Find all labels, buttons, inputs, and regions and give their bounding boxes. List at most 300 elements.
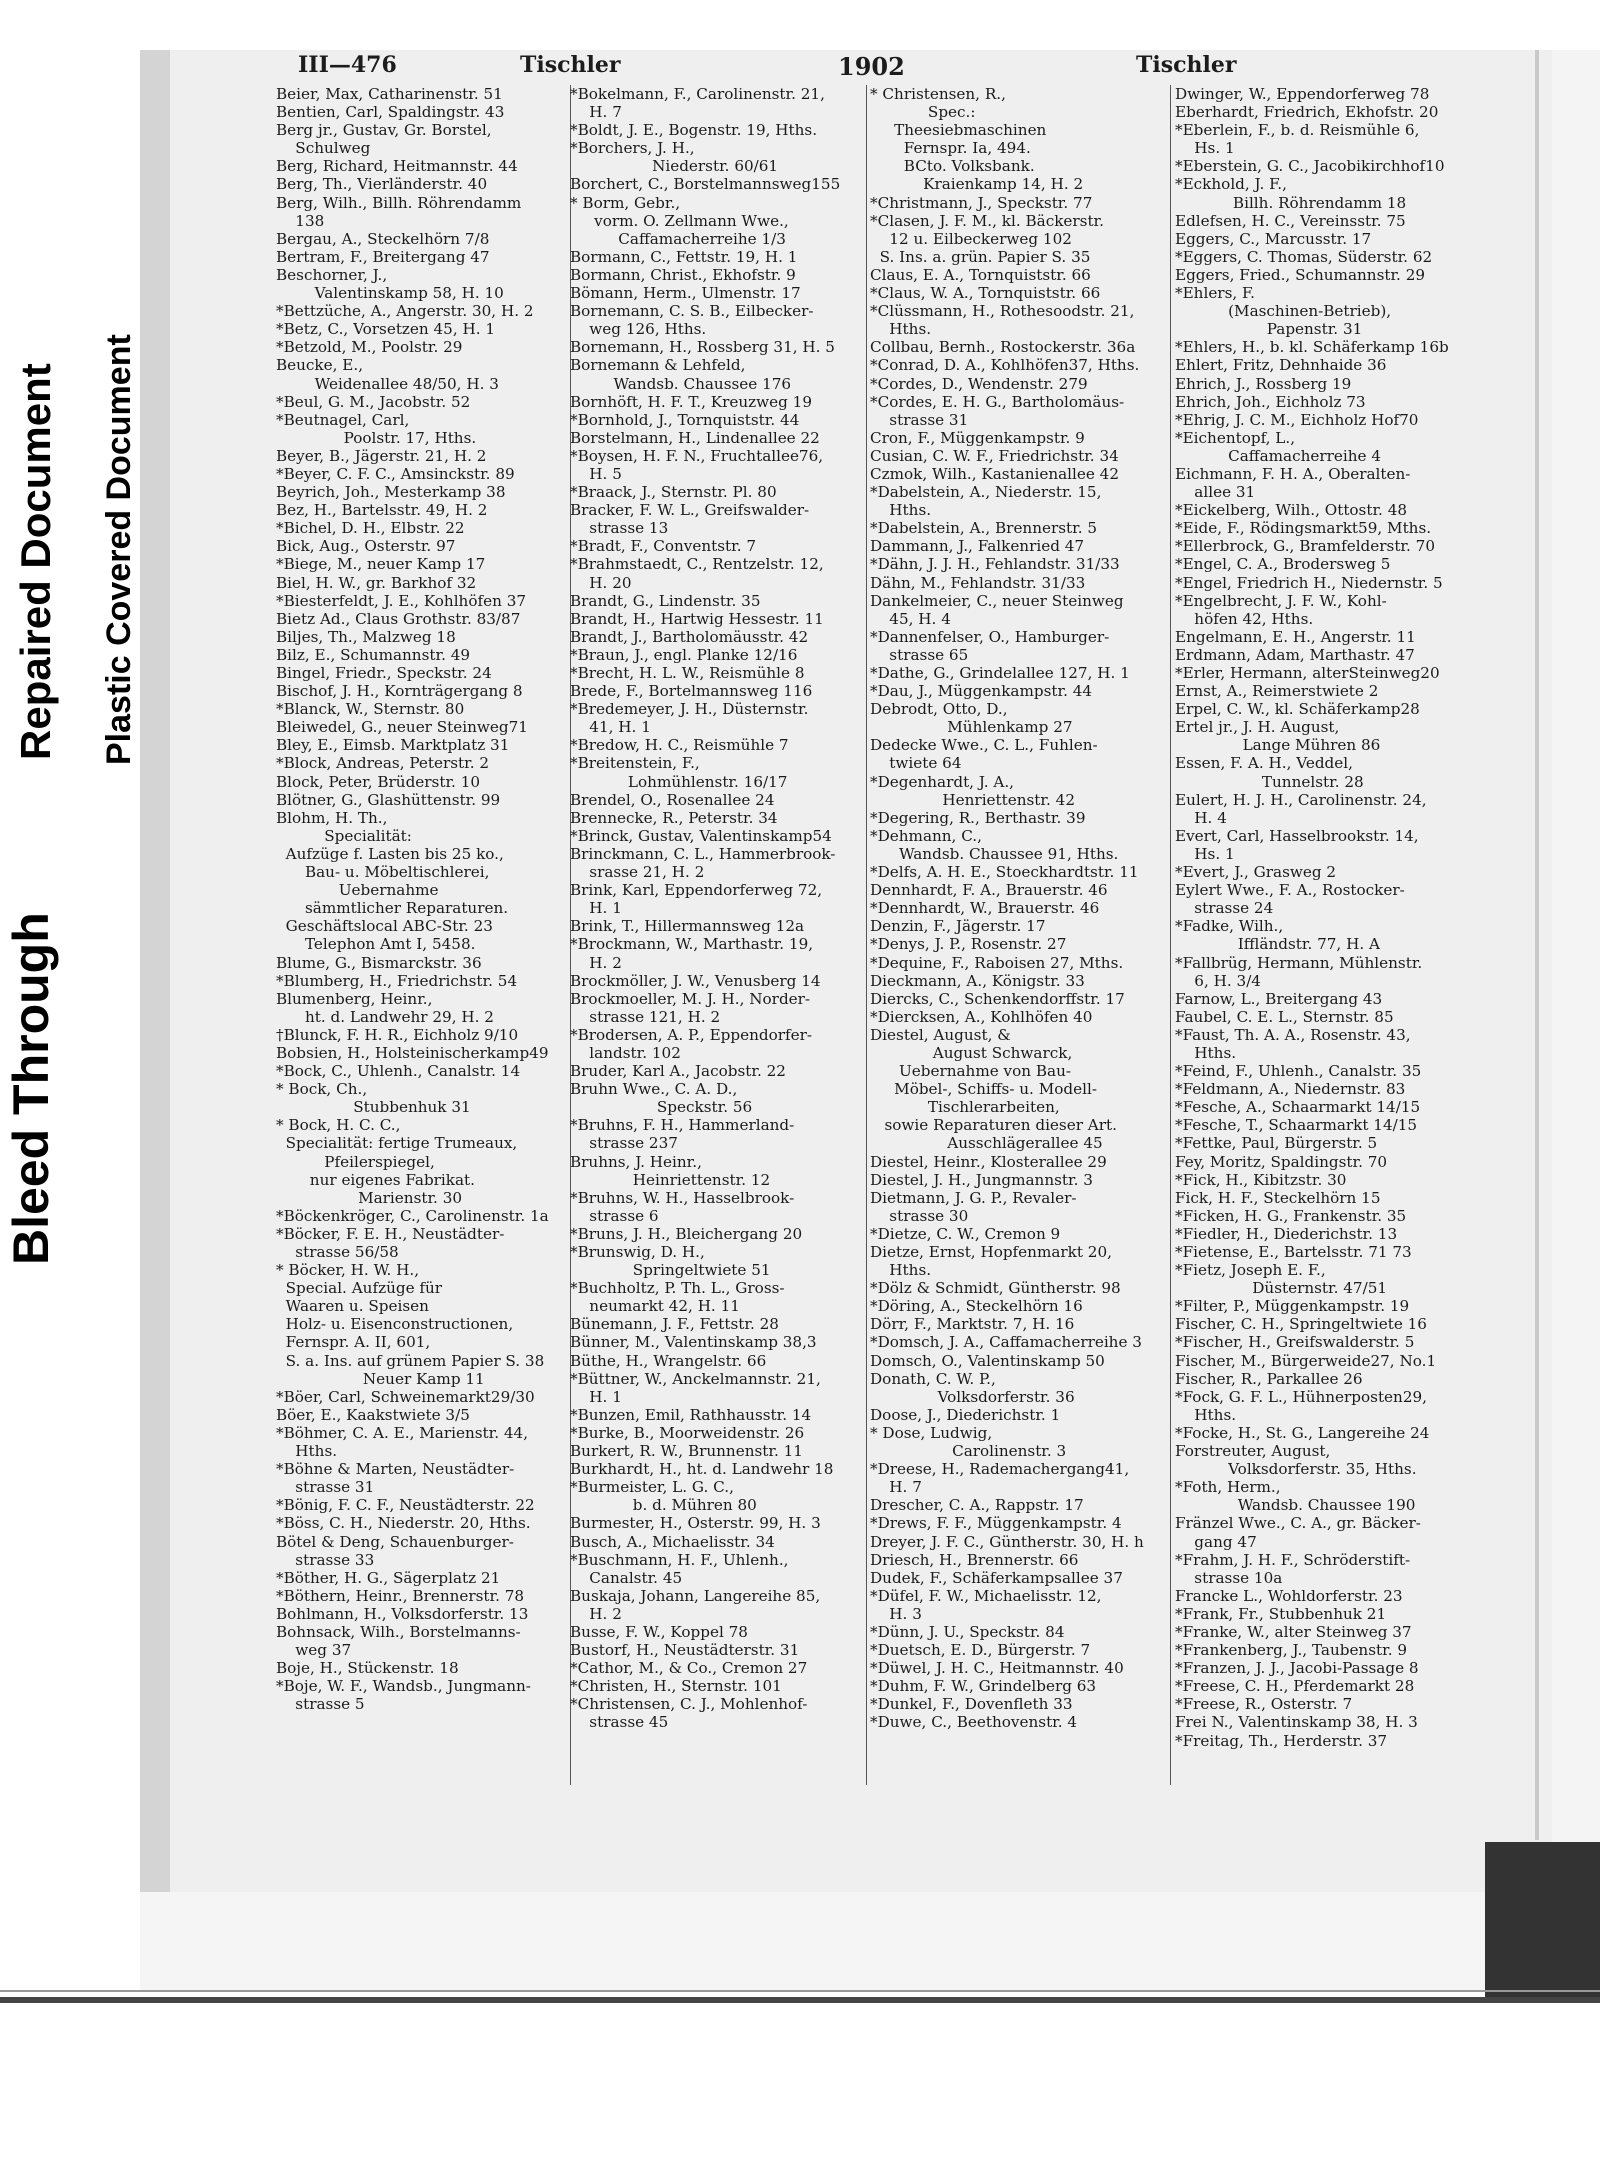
- directory-entry-line: *Büttner, W., Anckelmannstr. 21,: [570, 1369, 821, 1388]
- directory-entry-line: *Fesche, T., Schaarmarkt 14/15: [1175, 1116, 1418, 1135]
- directory-entry-line: Bleiwedel, G., neuer Steinweg71: [276, 718, 528, 737]
- directory-entry-line: gang 47: [1175, 1532, 1257, 1551]
- directory-entry-line: strasse 121, H. 2: [570, 1007, 721, 1026]
- directory-entry-line: *Bruhns, W. H., Hasselbrook-: [570, 1188, 795, 1207]
- directory-entry-line: nur eigenes Fabrikat.: [276, 1170, 475, 1189]
- directory-entry-line: Diercks, C., Schenkendorffstr. 17: [870, 989, 1125, 1008]
- directory-entry-line: *Biege, M., neuer Kamp 17: [276, 555, 486, 574]
- directory-entry-line: *Fietz, Joseph E. F.,: [1175, 1261, 1326, 1280]
- directory-entry-line: Edlefsen, H. C., Vereinsstr. 75: [1175, 211, 1406, 230]
- directory-entry-line: *Fietense, E., Bartelsstr. 71 73: [1175, 1243, 1412, 1261]
- directory-entry-line: Bornemann, H., Rossberg 31, H. 5: [570, 338, 835, 357]
- directory-entry-line: *Duhm, F. W., Grindelberg 63: [870, 1677, 1097, 1696]
- directory-entry-line: Dedecke Wwe., C. L., Fuhlen-: [870, 736, 1098, 755]
- directory-entry-line: Caffamacherreihe 4: [1175, 446, 1381, 465]
- directory-entry-line: 45, H. 4: [870, 609, 951, 628]
- directory-entry-line: *Bredemeyer, J. H., Düsternstr.: [570, 700, 809, 719]
- directory-entry-line: *Böcker, F. E. H., Neustädter-: [276, 1224, 505, 1243]
- directory-entry-line: *Brunswig, D. H.,: [570, 1243, 705, 1261]
- directory-entry-line: * Christensen, R.,: [870, 85, 1006, 103]
- directory-entry-line: Büthe, H., Wrangelstr. 66: [570, 1351, 767, 1370]
- directory-entry-line: Diestel, August, &: [870, 1025, 1011, 1044]
- directory-entry-line: Waaren u. Speisen: [276, 1297, 429, 1316]
- directory-entry-line: Bick, Aug., Osterstr. 97: [276, 537, 456, 556]
- directory-entry-line: Fränzel Wwe., C. A., gr. Bäcker-: [1175, 1514, 1421, 1533]
- directory-entry-line: H. 7: [570, 103, 622, 122]
- directory-entry-line: Hths.: [870, 501, 932, 520]
- directory-entry-line: Schulweg: [276, 139, 371, 158]
- directory-entry-line: Kraienkamp 14, H. 2: [870, 175, 1084, 194]
- directory-entry-line: strasse 56/58: [276, 1243, 399, 1261]
- directory-entry-line: Uebernahme von Bau-: [870, 1062, 1072, 1081]
- directory-entry-line: †Blunck, F. H. R., Eichholz 9/10: [276, 1025, 519, 1044]
- directory-entry-line: H. 3: [870, 1604, 922, 1623]
- directory-entry-line: Billh. Röhrendamm 18: [1175, 193, 1407, 212]
- label-bleed-through: Bleed Through: [3, 912, 59, 1265]
- directory-entry-line: *Blumberg, H., Friedrichstr. 54: [276, 971, 518, 990]
- directory-entry-line: allee 31: [1175, 483, 1256, 502]
- directory-entry-line: landstr. 102: [570, 1043, 681, 1062]
- directory-entry-line: Brink, T., Hillermannsweg 12a: [570, 917, 805, 936]
- directory-entry-line: Burmester, H., Osterstr. 99, H. 3: [570, 1514, 821, 1533]
- directory-entry-line: Cron, F., Müggenkampstr. 9: [870, 428, 1085, 447]
- directory-entry-line: *Böhmer, C. A. E., Marienstr. 44,: [276, 1423, 529, 1442]
- directory-entry-line: Marienstr. 30: [276, 1188, 463, 1207]
- directory-entry-line: Niederstr. 60/61: [570, 157, 779, 176]
- directory-entry-line: Hths.: [276, 1442, 338, 1461]
- directory-entry-line: *Dannenfelser, O., Hamburger-: [870, 627, 1110, 646]
- directory-entry-line: Beschorner, J.,: [276, 265, 388, 284]
- directory-entry-line: *Freese, R., Osterstr. 7: [1175, 1695, 1353, 1714]
- directory-entry-line: *Degering, R., Berthastr. 39: [870, 808, 1086, 827]
- directory-entry-line: Farnow, L., Breitergang 43: [1175, 989, 1383, 1008]
- directory-entry-line: *Dunkel, F., Dovenfleth 33: [870, 1695, 1073, 1714]
- directory-entry-line: *Erler, Hermann, alterSteinweg20: [1175, 664, 1440, 682]
- directory-entry-line: *Duetsch, E. D., Bürgerstr. 7: [870, 1641, 1091, 1660]
- directory-entry-line: strasse 30: [870, 1206, 969, 1225]
- page-right-edge-line: [1535, 50, 1539, 1840]
- directory-entry-line: Dreyer, J. F. C., Güntherstr. 30, H. h: [870, 1532, 1144, 1551]
- column-rule-2: [866, 85, 867, 1785]
- directory-entry-line: Hths.: [1175, 1405, 1237, 1424]
- directory-entry-line: *Bradt, F., Conventstr. 7: [570, 537, 757, 556]
- directory-entry-line: *Dreese, H., Rademachergang41,: [870, 1460, 1130, 1479]
- directory-entry-line: Specialität:: [276, 826, 412, 845]
- directory-entry-line: Bau- u. Möbeltischlerei,: [276, 863, 490, 882]
- directory-entry-line: Frei N., Valentinskamp 38, H. 3: [1175, 1713, 1418, 1732]
- directory-entry-line: *Bruns, J. H., Bleichergang 20: [570, 1224, 803, 1243]
- directory-entry-line: *Bredow, H. C., Reismühle 7: [570, 736, 789, 755]
- directory-entry-line: *Dennhardt, W., Brauerstr. 46: [870, 899, 1100, 918]
- directory-entry-line: Bustorf, H., Neustädterstr. 31: [570, 1641, 800, 1660]
- directory-entry-line: Fernspr. Ia, 494.: [870, 139, 1031, 158]
- directory-entry-line: Borchert, C., Borstelmannsweg155: [570, 175, 841, 194]
- page-header: [298, 52, 1237, 82]
- directory-entry-line: Bünemann, J. F., Fettstr. 28: [570, 1315, 779, 1334]
- directory-entry-line: Boje, H., Stückenstr. 18: [276, 1659, 459, 1678]
- directory-entry-line: Bilz, E., Schumannstr. 49: [276, 645, 471, 664]
- directory-entry-line: srasse 21, H. 2: [570, 863, 705, 882]
- directory-entry-line: Ehrich, J., Rossberg 19: [1175, 374, 1352, 393]
- directory-entry-line: *Filter, P., Müggenkampstr. 19: [1175, 1297, 1410, 1316]
- directory-entry-line: *Dathe, G., Grindelallee 127, H. 1: [870, 664, 1130, 682]
- directory-entry-line: Wandsb. Chaussee 176: [570, 374, 792, 393]
- directory-entry-line: Ausschlägerallee 45: [870, 1134, 1103, 1153]
- directory-entry-line: *Döring, A., Steckelhörn 16: [870, 1297, 1083, 1316]
- directory-entry-line: strasse 65: [870, 645, 969, 664]
- directory-entry-line: Papenstr. 31: [1175, 320, 1363, 339]
- directory-column-2: [570, 85, 862, 1732]
- directory-entry-line: Burkert, R. W., Brunnenstr. 11: [570, 1442, 803, 1461]
- directory-entry-line: Engelmann, E. H., Angerstr. 11: [1175, 627, 1416, 646]
- directory-entry-line: strasse 45: [570, 1713, 669, 1732]
- directory-entry-line: Tunnelstr. 28: [1175, 772, 1364, 791]
- directory-entry-line: *Eberlein, F., b. d. Reismühle 6,: [1175, 121, 1420, 140]
- directory-entry-line: *Fiedler, H., Diederichstr. 13: [1175, 1224, 1398, 1243]
- directory-entry-line: Volksdorferstr. 35, Hths.: [1175, 1460, 1417, 1479]
- directory-entry-line: *Braack, J., Sternstr. Pl. 80: [570, 483, 777, 502]
- directory-entry-line: Eberhardt, Friedrich, Ekhofstr. 20: [1175, 103, 1439, 122]
- directory-entry-line: *Brecht, H. L. W., Reismühle 8: [570, 664, 805, 682]
- directory-entry-line: Ertel jr., J. H. August,: [1175, 718, 1340, 737]
- column-rule-3: [1170, 85, 1171, 1785]
- directory-entry-line: Spec.:: [870, 103, 976, 122]
- label-repaired-document: Repaired Document: [12, 363, 59, 760]
- directory-entry-line: weg 37: [276, 1641, 352, 1660]
- directory-entry-line: *Fadke, Wilh.,: [1175, 917, 1284, 936]
- directory-entry-line: Dähn, M., Fehlandstr. 31/33: [870, 573, 1086, 592]
- directory-entry-line: H. 7: [870, 1478, 922, 1497]
- directory-entry-line: *Franke, W., alter Steinweg 37: [1175, 1622, 1412, 1641]
- header-title-left: Tischler: [520, 52, 621, 78]
- directory-entry-line: Brandt, J., Bartholomäusstr. 42: [570, 627, 809, 646]
- directory-entry-line: H. 1: [570, 899, 622, 918]
- directory-entry-line: Bornemann, C. S. B., Eilbecker-: [570, 302, 814, 321]
- directory-entry-line: Hs. 1: [1175, 844, 1235, 863]
- directory-entry-line: Special. Aufzüge für: [276, 1279, 443, 1298]
- directory-entry-line: Eylert Wwe., F. A., Rostocker-: [1175, 881, 1405, 900]
- directory-entry-line: *Eickelberg, Wilh., Ottostr. 48: [1175, 501, 1408, 520]
- directory-entry-line: Eggers, C., Marcusstr. 17: [1175, 229, 1372, 248]
- directory-entry-line: höfen 42, Hths.: [1175, 609, 1314, 628]
- directory-entry-line: *Eckhold, J. F.,: [1175, 175, 1287, 194]
- directory-entry-line: *Burmeister, L. G. C.,: [570, 1478, 734, 1497]
- directory-entry-line: Blötner, G., Glashüttenstr. 99: [276, 790, 501, 809]
- directory-entry-line: *Eggers, C. Thomas, Süderstr. 62: [1175, 247, 1433, 266]
- directory-entry-line: Brinckmann, C. L., Hammerbrook-: [570, 844, 836, 863]
- directory-entry-line: *Fock, G. F. L., Hühnerposten29,: [1175, 1387, 1427, 1406]
- directory-entry-line: Wandsb. Chaussee 190: [1175, 1496, 1416, 1515]
- directory-entry-line: Busse, F. W., Koppel 78: [570, 1622, 748, 1641]
- directory-column-4: [1175, 85, 1467, 1750]
- directory-entry-line: Forstreuter, August,: [1175, 1442, 1331, 1461]
- directory-entry-line: *Dünn, J. U., Speckstr. 84: [870, 1622, 1065, 1641]
- directory-entry-line: Block, Peter, Brüderstr. 10: [276, 772, 481, 791]
- page-number: III—476: [298, 52, 397, 78]
- directory-entry-line: *Dabelstein, A., Niederstr. 15,: [870, 483, 1102, 502]
- directory-entry-line: Fernspr. A. II, 601,: [276, 1333, 431, 1352]
- directory-entry-line: *Dequine, F., Raboisen 27, Mths.: [870, 953, 1124, 972]
- directory-entry-line: Diestel, Heinr., Klosterallee 29: [870, 1152, 1107, 1171]
- directory-entry-line: Brandt, G., Lindenstr. 35: [570, 591, 761, 610]
- directory-entry-line: *Frankenberg, J., Taubenstr. 9: [1175, 1641, 1408, 1660]
- directory-entry-line: *Freitag, Th., Herderstr. 37: [1175, 1731, 1388, 1750]
- directory-entry-line: Bornhöft, H. F. T., Kreuzweg 19: [570, 392, 812, 411]
- directory-entry-line: *Bunzen, Emil, Rathhausstr. 14: [570, 1405, 812, 1424]
- directory-entry-line: Erpel, C. W., kl. Schäferkamp28: [1175, 700, 1420, 719]
- directory-entry-line: Eulert, H. J. H., Carolinenstr. 24,: [1175, 790, 1427, 809]
- directory-entry-line: Möbel-, Schiffs- u. Modell-: [870, 1080, 1097, 1099]
- directory-entry-line: Collbau, Bernh., Rostockerstr. 36a: [870, 338, 1136, 357]
- directory-entry-line: *Clüssmann, H., Rothesoodstr. 21,: [870, 302, 1135, 321]
- directory-entry-line: *Clasen, J. F. M., kl. Bäckerstr.: [870, 211, 1104, 230]
- directory-entry-line: Telephon Amt I, 5458.: [276, 935, 476, 954]
- directory-entry-line: H. 1: [570, 1387, 622, 1406]
- directory-entry-line: Brandt, H., Hartwig Hessestr. 11: [570, 609, 824, 628]
- directory-entry-line: Dörr, F., Marktstr. 7, H. 16: [870, 1315, 1075, 1334]
- directory-entry-line: Beier, Max, Catharinenstr. 51: [276, 85, 503, 103]
- directory-entry-line: *Christmann, J., Speckstr. 77: [870, 193, 1093, 212]
- directory-entry-line: *Cordes, E. H. G., Bartholomäus-: [870, 392, 1125, 411]
- directory-entry-line: Mühlenkamp 27: [870, 718, 1073, 737]
- directory-entry-line: (Maschinen-Betrieb),: [1175, 302, 1392, 321]
- directory-entry-line: Busch, A., Michaelisstr. 34: [570, 1532, 775, 1551]
- directory-entry-line: Debrodt, Otto, D.,: [870, 700, 1008, 719]
- directory-entry-line: *Engel, C. A., Brodersweg 5: [1175, 555, 1391, 574]
- directory-entry-line: Fey, Moritz, Spaldingstr. 70: [1175, 1152, 1388, 1171]
- directory-entry-line: Dudek, F., Schäferkampsallee 37: [870, 1568, 1123, 1587]
- directory-entry-line: * Bock, Ch.,: [276, 1080, 368, 1099]
- directory-entry-line: Pfeilerspiegel,: [276, 1152, 435, 1171]
- directory-entry-line: Tischlerarbeiten,: [870, 1098, 1060, 1117]
- header-year: 1902: [838, 52, 905, 81]
- directory-entry-line: Bertram, F., Breitergang 47: [276, 247, 490, 266]
- directory-entry-line: Bez, H., Bartelsstr. 49, H. 2: [276, 501, 488, 520]
- directory-entry-line: Diestel, J. H., Jungmannstr. 3: [870, 1170, 1093, 1189]
- directory-entry-line: Blume, G., Bismarckstr. 36: [276, 953, 482, 972]
- directory-entry-line: *Bettzüche, A., Angerstr. 30, H. 2: [276, 302, 534, 321]
- directory-entry-line: *Eide, F., Rödingsmarkt59, Mths.: [1175, 519, 1432, 538]
- directory-entry-line: *Ellerbrock, G., Bramfelderstr. 70: [1175, 537, 1435, 556]
- directory-entry-line: Denzin, F., Jägerstr. 17: [870, 917, 1046, 936]
- directory-entry-line: Hs. 1: [1175, 139, 1235, 158]
- directory-entry-line: Brendel, O., Rosenallee 24: [570, 790, 775, 809]
- directory-entry-line: *Ficken, H. G., Frankenstr. 35: [1175, 1206, 1407, 1225]
- directory-entry-line: *Dabelstein, A., Brennerstr. 5: [870, 519, 1098, 538]
- directory-entry-line: Bingel, Friedr., Speckstr. 24: [276, 664, 492, 682]
- directory-entry-line: Neuer Kamp 11: [276, 1369, 485, 1388]
- directory-entry-line: Burkhardt, H., ht. d. Landwehr 18: [570, 1460, 834, 1479]
- directory-entry-line: * Böcker, H. W. H.,: [276, 1261, 420, 1280]
- directory-entry-line: vorm. O. Zellmann Wwe.,: [570, 211, 789, 230]
- bottom-rule-light: [0, 1990, 1600, 1992]
- directory-entry-line: Bischof, J. H., Kornträgergang 8: [276, 682, 523, 701]
- directory-entry-line: Domsch, O., Valentinskamp 50: [870, 1351, 1105, 1370]
- bottom-rule-dark: [0, 1997, 1600, 2003]
- directory-entry-line: Brink, Karl, Eppendorferweg 72,: [570, 881, 823, 900]
- directory-entry-line: Volksdorferstr. 36: [870, 1387, 1075, 1406]
- directory-entry-line: strasse 24: [1175, 899, 1274, 918]
- directory-entry-line: Bruhns, J. Heinr.,: [570, 1152, 702, 1171]
- directory-entry-line: 41, H. 1: [570, 718, 651, 737]
- directory-entry-line: *Engelbrecht, J. F. W., Kohl-: [1175, 591, 1387, 610]
- directory-entry-line: *Franzen, J. J., Jacobi-Passage 8: [1175, 1659, 1419, 1678]
- directory-entry-line: *Frank, Fr., Stubbenhuk 21: [1175, 1604, 1387, 1623]
- page-bottom-edge: [140, 1892, 1485, 1990]
- directory-entry-line: Springeltwiete 51: [570, 1261, 771, 1280]
- directory-entry-line: *Fischer, H., Greifswalderstr. 5: [1175, 1333, 1415, 1352]
- directory-entry-line: Wandsb. Chaussee 91, Hths.: [870, 844, 1119, 863]
- directory-entry-line: Berg jr., Gustav, Gr. Borstel,: [276, 121, 492, 140]
- directory-entry-line: *Buschmann, H. F., Uhlenh.,: [570, 1550, 789, 1569]
- label-plastic-covered-document: Plastic Covered Document: [100, 334, 138, 765]
- directory-entry-line: Iffländstr. 77, H. A: [1175, 935, 1380, 954]
- directory-entry-line: Bohlmann, H., Volksdorferstr. 13: [276, 1604, 529, 1623]
- directory-entry-line: Eggers, Fried., Schumannstr. 29: [1175, 265, 1426, 284]
- directory-entry-line: *Ehrig, J. C. M., Eichholz Hof70: [1175, 410, 1419, 429]
- directory-entry-line: Bötel & Deng, Schauenburger-: [276, 1532, 514, 1551]
- header-title-right: Tischler: [1136, 52, 1237, 78]
- directory-entry-line: *Fick, H., Kibitzstr. 30: [1175, 1170, 1347, 1189]
- directory-entry-line: *Brahmstaedt, C., Rentzelstr. 12,: [570, 555, 824, 574]
- directory-entry-line: *Cathor, M., & Co., Cremon 27: [570, 1659, 808, 1678]
- directory-entry-line: *Brinck, Gustav, Valentinskamp54: [570, 826, 832, 845]
- directory-entry-line: Holz- u. Eisenconstructionen,: [276, 1315, 514, 1334]
- directory-entry-line: Geschäftslocal ABC-Str. 23: [276, 917, 493, 936]
- directory-entry-line: *Brodersen, A. P., Eppendorfer-: [570, 1025, 813, 1044]
- directory-entry-line: *Degenhardt, J. A.,: [870, 772, 1015, 791]
- directory-entry-line: *Ehlers, F.: [1175, 284, 1256, 303]
- directory-entry-line: Dankelmeier, C., neuer Steinweg: [870, 591, 1124, 610]
- side-labels: [0, 0, 150, 2177]
- directory-entry-line: Claus, E. A., Tornquiststr. 66: [870, 265, 1091, 284]
- directory-entry-line: *Denys, J. P., Rosenstr. 27: [870, 935, 1067, 954]
- directory-entry-line: *Biesterfeldt, J. E., Kohlhöfen 37: [276, 591, 527, 610]
- directory-entry-line: *Bichel, D. H., Elbstr. 22: [276, 519, 465, 538]
- directory-entry-line: Fischer, M., Bürgerweide27, No.1: [1175, 1351, 1437, 1370]
- directory-entry-line: Bergau, A., Steckelhörn 7/8: [276, 229, 490, 248]
- directory-entry-line: Drescher, C. A., Rappstr. 17: [870, 1496, 1084, 1515]
- directory-entry-line: *Drews, F. F., Müggenkampstr. 4: [870, 1514, 1122, 1533]
- directory-entry-line: *Evert, J., Grasweg 2: [1175, 863, 1337, 882]
- directory-entry-line: strasse 13: [570, 519, 669, 538]
- directory-entry-line: Evert, Carl, Hasselbrookstr. 14,: [1175, 826, 1419, 845]
- directory-entry-line: Dennhardt, F. A., Brauerstr. 46: [870, 881, 1108, 900]
- directory-entry-line: strasse 6: [570, 1206, 659, 1225]
- directory-entry-line: Speckstr. 56: [570, 1098, 753, 1117]
- directory-entry-line: *Diercksen, A., Kohlhöfen 40: [870, 1007, 1093, 1026]
- directory-entry-line: H. 2: [570, 1604, 622, 1623]
- directory-entry-line: Düsternstr. 47/51: [1175, 1279, 1388, 1298]
- directory-entry-line: Fischer, C. H., Springeltwiete 16: [1175, 1315, 1427, 1334]
- directory-entry-line: Bohnsack, Wilh., Borstelmanns-: [276, 1622, 521, 1641]
- directory-entry-line: *Christensen, C. J., Mohlenhof-: [570, 1695, 808, 1714]
- directory-entry-line: *Block, Andreas, Peterstr. 2: [276, 754, 490, 773]
- directory-entry-line: *Cordes, D., Wendenstr. 279: [870, 374, 1088, 393]
- directory-entry-line: Cusian, C. W. F., Friedrichstr. 34: [870, 446, 1119, 465]
- directory-entry-line: August Schwarck,: [870, 1043, 1073, 1062]
- directory-entry-line: Dwinger, W., Eppendorferweg 78: [1175, 85, 1430, 103]
- directory-entry-line: *Düfel, F. W., Michaelisstr. 12,: [870, 1586, 1102, 1605]
- directory-entry-line: *Böer, Carl, Schweinemarkt29/30: [276, 1387, 535, 1406]
- directory-entry-line: H. 20: [570, 573, 632, 592]
- directory-entry-line: *Boldt, J. E., Bogenstr. 19, Hths.: [570, 121, 818, 140]
- directory-entry-line: weg 126, Hths.: [570, 320, 707, 339]
- directory-entry-line: Bornemann & Lehfeld,: [570, 356, 746, 375]
- directory-entry-line: Czmok, Wilh., Kastanienallee 42: [870, 464, 1120, 483]
- directory-entry-line: Essen, F. A. H., Veddel,: [1175, 754, 1353, 773]
- directory-entry-line: *Brockmann, W., Marthastr. 19,: [570, 935, 814, 954]
- directory-entry-line: *Boysen, H. F. N., Fruchtallee76,: [570, 446, 824, 465]
- directory-entry-line: 12 u. Eilbeckerweg 102: [870, 229, 1072, 248]
- directory-entry-line: *Buchholtz, P. Th. L., Gross-: [570, 1279, 785, 1298]
- directory-entry-line: Hths.: [870, 1261, 932, 1280]
- directory-entry-line: strasse 31: [870, 410, 969, 429]
- directory-entry-line: Brennecke, R., Peterstr. 34: [570, 808, 778, 827]
- directory-entry-line: ht. d. Landwehr 29, H. 2: [276, 1007, 494, 1026]
- directory-entry-line: Carolinenstr. 3: [870, 1442, 1067, 1461]
- directory-entry-line: neumarkt 42, H. 11: [570, 1297, 740, 1316]
- directory-entry-line: Biljes, Th., Malzweg 18: [276, 627, 456, 646]
- directory-entry-line: Beucke, E.,: [276, 356, 364, 375]
- directory-entry-line: *Dietze, C. W., Cremon 9: [870, 1224, 1061, 1243]
- directory-entry-line: sämmtlicher Reparaturen.: [276, 899, 509, 918]
- directory-entry-line: Canalstr. 45: [570, 1568, 683, 1587]
- directory-entry-line: Bünner, M., Valentinskamp 38,3: [570, 1333, 817, 1352]
- directory-entry-line: Weidenallee 48/50, H. 3: [276, 374, 499, 393]
- directory-entry-line: *Böss, C. H., Niederstr. 20, Hths.: [276, 1514, 531, 1533]
- directory-entry-line: H. 5: [570, 464, 622, 483]
- directory-entry-line: twiete 64: [870, 754, 962, 773]
- directory-entry-line: Böer, E., Kaakstwiete 3/5: [276, 1405, 470, 1424]
- directory-entry-line: Caffamacherreihe 1/3: [570, 229, 786, 248]
- directory-entry-line: Bley, E., Eimsb. Marktplatz 31: [276, 736, 510, 755]
- directory-entry-line: *Feldmann, A., Niedernstr. 83: [1175, 1080, 1406, 1099]
- directory-entry-line: Stubbenhuk 31: [276, 1098, 471, 1117]
- directory-entry-line: Donath, C. W. P.,: [870, 1369, 996, 1388]
- directory-entry-line: *Blanck, W., Sternstr. 80: [276, 700, 465, 719]
- directory-entry-line: Hths.: [870, 320, 932, 339]
- directory-entry-line: Berg, Th., Vierländerstr. 40: [276, 175, 488, 194]
- directory-entry-line: Dietze, Ernst, Hopfenmarkt 20,: [870, 1243, 1112, 1261]
- directory-entry-line: S. a. Ins. auf grünem Papier S. 38: [276, 1351, 545, 1370]
- directory-entry-line: Blumenberg, Heinr.,: [276, 989, 433, 1008]
- directory-entry-line: BCto. Volksbank.: [870, 157, 1035, 176]
- directory-entry-line: Fischer, R., Parkallee 26: [1175, 1369, 1363, 1388]
- directory-entry-line: H. 4: [1175, 808, 1227, 827]
- directory-entry-line: *Bock, C., Uhlenh., Canalstr. 14: [276, 1062, 521, 1081]
- directory-entry-line: Brockmöller, J. W., Venusberg 14: [570, 971, 821, 990]
- directory-entry-line: * Dose, Ludwig,: [870, 1423, 993, 1442]
- directory-entry-line: *Borchers, J. H.,: [570, 139, 695, 158]
- directory-entry-line: Buskaja, Johann, Langereihe 85,: [570, 1586, 821, 1605]
- directory-entry-line: *Engel, Friedrich H., Niedernstr. 5: [1175, 573, 1443, 592]
- directory-entry-line: *Freese, C. H., Pferdemarkt 28: [1175, 1677, 1415, 1696]
- directory-entry-line: *Domsch, J. A., Caffamacherreihe 3: [870, 1333, 1142, 1352]
- directory-entry-line: Brockmoeller, M. J. H., Norder-: [570, 989, 811, 1008]
- directory-entry-line: sowie Reparaturen dieser Art.: [870, 1116, 1117, 1135]
- directory-entry-line: Bormann, Christ., Ekhofstr. 9: [570, 265, 796, 284]
- directory-entry-line: *Düwel, J. H. C., Heitmannstr. 40: [870, 1659, 1124, 1678]
- directory-entry-line: *Christen, H., Sternstr. 101: [570, 1677, 782, 1696]
- directory-entry-line: Berg, Richard, Heitmannstr. 44: [276, 157, 518, 176]
- directory-entry-line: *Böckenkröger, C., Carolinenstr. 1a: [276, 1206, 549, 1225]
- directory-entry-line: Bietz Ad., Claus Grothstr. 83/87: [276, 609, 521, 628]
- directory-entry-line: Ehlert, Fritz, Dehnhaide 36: [1175, 356, 1387, 375]
- directory-entry-line: Hths.: [1175, 1043, 1237, 1062]
- directory-entry-line: Uebernahme: [276, 881, 439, 900]
- directory-entry-line: *Delfs, A. H. E., Stoeckhardtstr. 11: [870, 863, 1139, 882]
